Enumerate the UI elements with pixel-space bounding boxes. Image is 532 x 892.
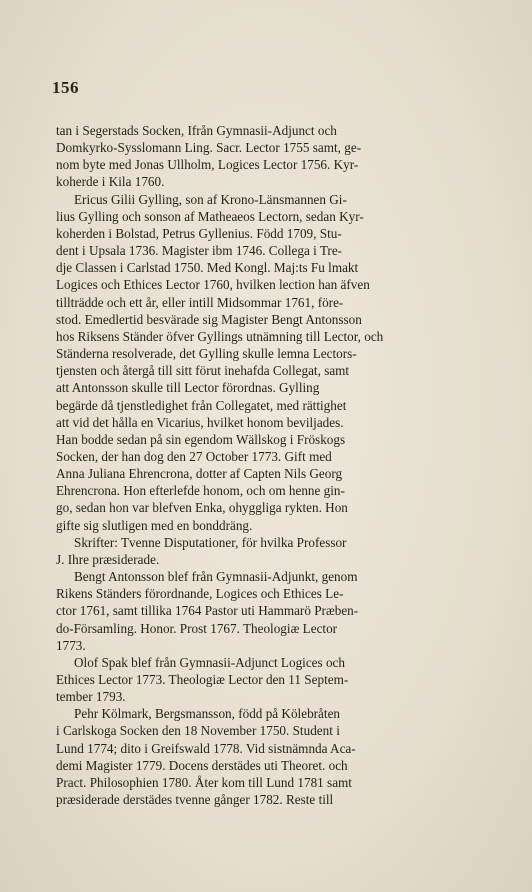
page-number: 156: [52, 78, 79, 97]
text-line: 1773.: [56, 637, 86, 653]
text-line: att vid det hålla en Vicarius, hvilket honom beviljades.: [56, 414, 344, 430]
text-line: Pehr Kölmark, Bergsmansson, född på Kölebråten: [74, 706, 341, 722]
text-line: stod. Emedlertid besvärade sig Magister Bengt Antonsson: [56, 311, 362, 327]
text-line: tillträdde och ett år, eller intill Midsommar 1761, före-: [56, 294, 344, 310]
text-line: hos Riksens Ständer öfver Gyllings utnämning till Lector, och: [56, 328, 384, 344]
text-line: Ethices Lector 1773. Theologiæ Lector den 11 Septem-: [56, 672, 349, 687]
text-line: koherde i Kila 1760.: [56, 174, 165, 190]
text-line: Domkyrko-Sysslomann Ling. Sacr. Lector 1755 samt, ge-: [56, 140, 362, 156]
text-line: nom byte med Jonas Ullholm, Logices Lector 1756. Kyr-: [56, 157, 359, 173]
text-line: tjensten och återgå till sitt förut inehafda Collegat, samt: [56, 363, 350, 379]
text-line: Lund 1774; dito i Greifswald 1778. Vid sistnämnda Aca-: [56, 740, 356, 756]
text-line: go, sedan hon var blefven Enka, ohyggliga rykten. Hon: [56, 500, 348, 516]
text-line: Ständerna resolverade, det Gylling skulle lemna Lectors-: [56, 346, 357, 362]
text-line: Socken, der han dog den 27 October 1773. Gift med: [56, 448, 332, 464]
text-line: J. Ihre præsiderade.: [56, 551, 160, 567]
text-line: Logices och Ethices Lector 1760, hvilken lection han äfven: [56, 277, 370, 293]
text-line: Pract. Philosophien 1780. Åter kom till Lund 1781 samt: [56, 774, 352, 790]
text-line: att Antonsson skulle till Lector förordnas. Gylling: [56, 380, 320, 396]
text-line: Olof Spak blef från Gymnasii-Adjunct Logices och: [74, 654, 346, 670]
text-line: do-Församling. Honor. Prost 1767. Theologiæ Lector: [56, 620, 338, 636]
text-line: Rikens Ständers förordnande, Logices och Ethices Le-: [56, 586, 344, 602]
text-line: præsiderade derstädes tvenne gånger 1782. Reste till: [56, 792, 334, 808]
text-line: Bengt Antonsson blef från Gymnasii-Adjunkt, genom: [74, 569, 358, 585]
text-line: Ehrencrona. Hon efterlefde honom, och om henne gin-: [56, 483, 345, 499]
text-line: begärde då tjenstledighet från Collegatet, med rättighet: [56, 397, 347, 413]
text-line: dent i Upsala 1736. Magister ibm 1746. Collega i Tre-: [56, 243, 343, 259]
text-line: tan i Segerstads Socken, Ifrån Gymnasii-Adjunct och: [56, 123, 337, 138]
text-line: dje Classen i Carlstad 1750. Med Kongl. Maj:ts Fu lmakt: [56, 260, 359, 276]
text-line: lius Gylling och sonson af Matheaeos Lectorn, sedan Kyr-: [56, 208, 364, 224]
body-text: [56, 122, 474, 812]
text-line: Han bodde sedan på sin egendom Wällskog i Fröskogs: [56, 431, 346, 447]
text-line: gifte sig slutligen med en bonddräng.: [56, 517, 253, 533]
text-line: koherden i Bolstad, Petrus Gyllenius. Född 1709, Stu-: [56, 225, 342, 241]
text-line: Skrifter: Tvenne Disputationer, för hvilka Professor: [74, 534, 347, 550]
text-line: tember 1793.: [56, 689, 126, 705]
text-line: i Carlskoga Socken den 18 November 1750. Student i: [56, 723, 340, 739]
text-line: ctor 1761, samt tillika 1764 Pastor uti Hammarö Præben-: [56, 603, 359, 619]
text-line: Ericus Gilii Gylling, son af Krono-Länsmannen Gi-: [74, 191, 347, 207]
text-line: Anna Juliana Ehrencrona, dotter af Capten Nils Georg: [56, 466, 343, 482]
text-line: demi Magister 1779. Docens derstädes uti Theoret. och: [56, 757, 348, 773]
